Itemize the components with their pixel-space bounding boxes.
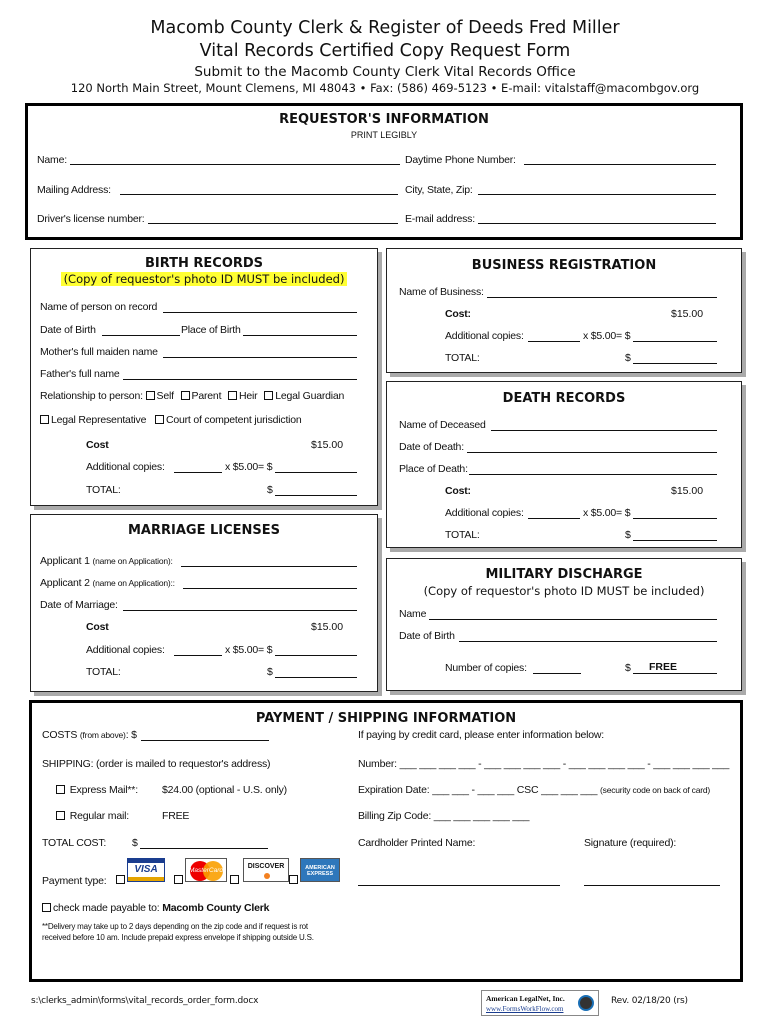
military-name-field[interactable] bbox=[429, 619, 717, 620]
guardian-checkbox[interactable] bbox=[264, 391, 273, 400]
birth-id-note: (Copy of requestor's photo ID MUST be included) bbox=[61, 272, 348, 286]
marriage-cost-value: $15.00 bbox=[311, 621, 344, 633]
visa-logo bbox=[127, 858, 165, 882]
marriage-cost-label: Cost bbox=[86, 621, 109, 633]
card-number-label: Number: bbox=[358, 758, 397, 770]
self-label: Self bbox=[156, 390, 174, 402]
business-times-label: x $5.00= $ bbox=[583, 330, 631, 342]
deceased-field[interactable] bbox=[491, 430, 717, 431]
business-total-dollar: $ bbox=[625, 352, 631, 364]
phone-label: Daytime Phone Number: bbox=[405, 154, 516, 166]
office-address: 120 North Main Street, Mount Clemens, MI 48043 • Fax: (586) 469-5123 • E-mail: vitalstaff@macombgov.org bbox=[70, 81, 700, 95]
costs-label: COSTS bbox=[42, 729, 78, 741]
business-name-field[interactable] bbox=[487, 297, 717, 298]
discover-logo bbox=[243, 858, 289, 882]
birth-total-dollar: $ bbox=[267, 484, 273, 496]
person-field[interactable] bbox=[163, 312, 357, 313]
regular-label: Regular mail: bbox=[69, 810, 129, 822]
birth-cost-label: Cost bbox=[86, 439, 109, 451]
check-label: check made payable to: bbox=[53, 902, 160, 914]
file-path: s:\clerks_admin\forms\vital_records_order_form.docx bbox=[31, 996, 259, 1006]
death-title: DEATH RECORDS bbox=[502, 391, 626, 406]
birth-times-label: x $5.00= $ bbox=[225, 461, 273, 473]
death-total-dollar: $ bbox=[625, 529, 631, 541]
marriage-additional-field[interactable] bbox=[174, 655, 222, 656]
military-dollar: $ bbox=[625, 662, 631, 674]
requestor-section bbox=[25, 103, 743, 240]
parent-checkbox[interactable] bbox=[181, 391, 190, 400]
delivery-note-line1: **Delivery may take up to 2 days depending on the zip code and if request is rot bbox=[42, 922, 308, 931]
death-records-section bbox=[386, 381, 742, 548]
email-field[interactable] bbox=[478, 223, 716, 224]
payment-title: PAYMENT / SHIPPING INFORMATION bbox=[255, 711, 517, 726]
military-free-value: FREE bbox=[649, 661, 678, 673]
mother-field[interactable] bbox=[163, 357, 357, 358]
death-cost-value: $15.00 bbox=[671, 485, 704, 497]
death-additional-label: Additional copies: bbox=[445, 507, 524, 519]
express-checkbox[interactable] bbox=[56, 785, 65, 794]
address-field[interactable] bbox=[120, 194, 398, 195]
marriage-subtotal-field[interactable] bbox=[275, 655, 357, 656]
applicant2-note: (name on Application):: bbox=[92, 578, 175, 588]
military-name-label: Name bbox=[399, 608, 427, 620]
marriage-additional-label: Additional copies: bbox=[86, 644, 165, 656]
death-subtotal-field[interactable] bbox=[633, 518, 717, 519]
birth-title: BIRTH RECORDS bbox=[144, 256, 264, 271]
csc-field[interactable]: ___ ___ ___ bbox=[541, 784, 598, 796]
revision: Rev. 02/18/20 (rs) bbox=[611, 996, 688, 1006]
representative-checkbox[interactable] bbox=[40, 415, 49, 424]
cc-note: If paying by credit card, please enter information below: bbox=[358, 729, 604, 741]
express-label: Express Mail**: bbox=[69, 784, 138, 796]
marriage-total-field[interactable] bbox=[275, 677, 357, 678]
person-label: Name of person on record bbox=[40, 301, 158, 313]
death-date-label: Date of Death: bbox=[399, 441, 464, 453]
business-total-field[interactable] bbox=[633, 363, 717, 364]
marriage-date-field[interactable] bbox=[123, 610, 357, 611]
self-checkbox[interactable] bbox=[146, 391, 155, 400]
email-label: E-mail address: bbox=[405, 213, 475, 225]
military-copies-label: Number of copies: bbox=[445, 662, 527, 674]
mother-label: Mother's full maiden name bbox=[40, 346, 158, 358]
visa-checkbox[interactable] bbox=[116, 875, 125, 884]
total-cost-field[interactable] bbox=[140, 848, 268, 849]
business-additional-field[interactable] bbox=[528, 341, 580, 342]
amex-logo bbox=[300, 858, 340, 882]
pob-label: Place of Birth bbox=[181, 324, 241, 336]
military-section bbox=[386, 558, 742, 691]
express-price: $24.00 bbox=[162, 784, 193, 796]
expiration-label: Expiration Date: bbox=[358, 784, 430, 796]
death-total-field[interactable] bbox=[633, 540, 717, 541]
applicant1-label: Applicant 1 bbox=[40, 555, 90, 567]
death-cost-label: Cost: bbox=[445, 485, 471, 497]
regular-checkbox[interactable] bbox=[56, 811, 65, 820]
birth-subtotal-field[interactable] bbox=[275, 472, 357, 473]
license-label: Driver's license number: bbox=[37, 213, 145, 225]
father-field[interactable] bbox=[123, 379, 357, 380]
military-dob-label: Date of Birth bbox=[399, 630, 455, 642]
costs-note: (from above) bbox=[79, 730, 126, 740]
applicant2-label: Applicant 2 bbox=[40, 577, 90, 589]
death-total-label: TOTAL: bbox=[445, 529, 480, 541]
regular-price: FREE bbox=[162, 810, 190, 822]
military-id-note: (Copy of requestor's photo ID MUST be included) bbox=[423, 584, 705, 598]
birth-cost-value: $15.00 bbox=[311, 439, 344, 451]
cardholder-label: Cardholder Printed Name: bbox=[358, 837, 476, 849]
business-additional-label: Additional copies: bbox=[445, 330, 524, 342]
business-name-label: Name of Business: bbox=[399, 286, 484, 298]
applicant2-field[interactable] bbox=[183, 588, 357, 589]
marriage-total-label: TOTAL: bbox=[86, 666, 121, 678]
military-amount-line bbox=[633, 673, 717, 674]
costs-field[interactable] bbox=[141, 740, 269, 741]
marriage-date-label: Date of Marriage: bbox=[40, 599, 118, 611]
discover-text: DISCOVER bbox=[247, 863, 285, 870]
amex-text: AMERICAN EXPRESS bbox=[305, 865, 335, 877]
marriage-section bbox=[30, 514, 378, 692]
payment-type-label: Payment type: bbox=[42, 875, 107, 887]
signature-field[interactable] bbox=[584, 885, 720, 886]
court-label: Court of competent jurisdiction bbox=[165, 414, 302, 426]
birth-records-section bbox=[30, 248, 378, 506]
city-field[interactable] bbox=[478, 194, 716, 195]
business-section bbox=[386, 248, 742, 373]
business-subtotal-field[interactable] bbox=[633, 341, 717, 342]
payment-section bbox=[29, 700, 743, 982]
guardian-label: Legal Guardian bbox=[275, 390, 345, 402]
business-total-label: TOTAL: bbox=[445, 352, 480, 364]
heir-label: Heir bbox=[239, 390, 258, 402]
publisher-logo bbox=[481, 990, 599, 1016]
mastercard-logo bbox=[185, 858, 227, 882]
csc-label: CSC bbox=[516, 784, 539, 796]
name-field[interactable] bbox=[70, 164, 400, 165]
heir-checkbox[interactable] bbox=[228, 391, 237, 400]
applicant1-field[interactable] bbox=[181, 566, 357, 567]
military-copies-field[interactable] bbox=[533, 673, 581, 674]
globe-icon bbox=[578, 995, 594, 1011]
name-label: Name: bbox=[37, 154, 67, 166]
check-checkbox[interactable] bbox=[42, 903, 51, 912]
submit-instruction: Submit to the Macomb County Clerk Vital Records Office bbox=[194, 64, 576, 80]
license-field[interactable] bbox=[148, 223, 398, 224]
express-note: (optional - U.S. only) bbox=[195, 784, 287, 796]
parent-label: Parent bbox=[191, 390, 222, 402]
marriage-times-label: x $5.00= $ bbox=[225, 644, 273, 656]
marriage-title: MARRIAGE LICENSES bbox=[127, 523, 281, 538]
delivery-note-line2: received before 10 am. Include prepaid express envelope if shipping outside U.S. bbox=[42, 933, 314, 942]
zip-label: Billing Zip Code: bbox=[358, 810, 432, 822]
print-legibly: PRINT LEGIBLY bbox=[350, 130, 418, 140]
card-number-field[interactable]: ___ ___ ___ ___ - ___ ___ ___ ___ - ___ ___ ___ ___ - ___ ___ ___ ___ bbox=[399, 758, 730, 770]
birth-additional-field[interactable] bbox=[174, 472, 222, 473]
mastercard-checkbox[interactable] bbox=[174, 875, 183, 884]
representative-label: Legal Representative bbox=[51, 414, 147, 426]
expiration-field[interactable]: ___ ___ - ___ ___ bbox=[432, 784, 515, 796]
total-cost-dollar: $ bbox=[132, 837, 138, 849]
amex-checkbox[interactable] bbox=[289, 875, 298, 884]
city-label: City, State, Zip: bbox=[405, 184, 473, 196]
form-title: Macomb County Clerk & Register of Deeds Fred Miller bbox=[150, 18, 620, 38]
father-label: Father's full name bbox=[40, 368, 120, 380]
shipping-label: SHIPPING: (order is mailed to requestor's address) bbox=[42, 758, 271, 770]
military-dob-field[interactable] bbox=[459, 641, 717, 642]
business-cost-value: $15.00 bbox=[671, 308, 704, 320]
death-additional-field[interactable] bbox=[528, 518, 580, 519]
visa-text: VISA bbox=[134, 864, 158, 875]
publisher-name: American LegalNet, Inc. bbox=[486, 994, 565, 1003]
court-checkbox[interactable] bbox=[155, 415, 164, 424]
form-subtitle: Vital Records Certified Copy Request Form bbox=[199, 41, 571, 61]
death-times-label: x $5.00= $ bbox=[583, 507, 631, 519]
publisher-url[interactable]: www.FormsWorkFlow.com bbox=[486, 1005, 564, 1013]
military-title: MILITARY DISCHARGE bbox=[485, 567, 643, 582]
deceased-label: Name of Deceased bbox=[399, 419, 486, 431]
phone-field[interactable] bbox=[524, 164, 716, 165]
discover-checkbox[interactable] bbox=[230, 875, 239, 884]
signature-label: Signature (required): bbox=[584, 837, 677, 849]
death-place-label: Place of Death: bbox=[399, 463, 468, 475]
death-date-field[interactable] bbox=[467, 452, 717, 453]
birth-additional-label: Additional copies: bbox=[86, 461, 165, 473]
marriage-total-dollar: $ bbox=[267, 666, 273, 678]
address-label: Mailing Address: bbox=[37, 184, 111, 196]
dob-label: Date of Birth bbox=[40, 324, 96, 336]
total-cost-label: TOTAL COST: bbox=[42, 837, 107, 849]
cardholder-field[interactable] bbox=[358, 885, 560, 886]
mastercard-text: MasterCard bbox=[189, 867, 223, 874]
business-cost-label: Cost: bbox=[445, 308, 471, 320]
birth-total-label: TOTAL: bbox=[86, 484, 121, 496]
dob-field[interactable] bbox=[102, 335, 180, 336]
zip-field[interactable]: ___ ___ ___ ___ ___ bbox=[433, 810, 530, 822]
death-place-field[interactable] bbox=[469, 474, 717, 475]
applicant1-note: (name on Application): bbox=[92, 556, 173, 566]
costs-dollar: : $ bbox=[125, 729, 137, 741]
birth-total-field[interactable] bbox=[275, 495, 357, 496]
business-title: BUSINESS REGISTRATION bbox=[471, 258, 657, 273]
check-payee: Macomb County Clerk bbox=[162, 902, 270, 914]
relationship-label: Relationship to person: bbox=[40, 390, 143, 402]
csc-note: (security code on back of card) bbox=[600, 785, 711, 795]
pob-field[interactable] bbox=[243, 335, 357, 336]
requestor-title: REQUESTOR'S INFORMATION bbox=[279, 112, 489, 127]
